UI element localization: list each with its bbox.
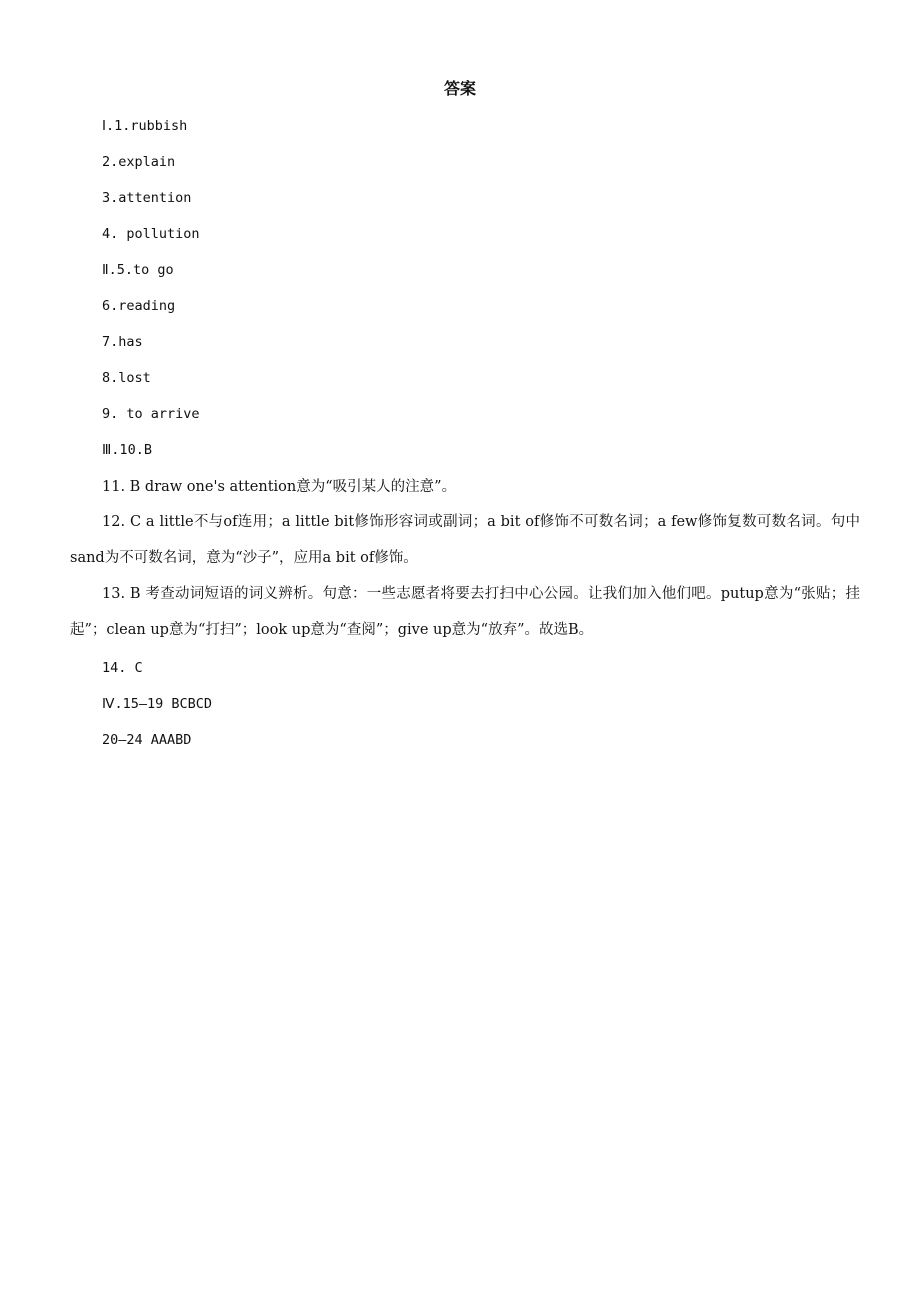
answer-line-3: 3.attention [102, 190, 192, 206]
answer-line-14: 14. C [102, 660, 143, 676]
answer-line-1: Ⅰ.1.rubbish [102, 118, 188, 134]
answer-paragraph-13: 13. B 考查动词短语的词义辨析。句意：一些志愿者将要去打扫中心公园。让我们加入他们吧。putup意为“张贴；挂起”；clean up意为“打扫”；look up意为“查阅”；give up意为“放弃”。故选B。 [70, 586, 860, 638]
answer-line-8: 8.lost [102, 370, 151, 386]
answer-line-6: 6.reading [102, 298, 176, 314]
answer-line-9: 9. to arrive [102, 406, 200, 422]
answer-line-15-19: Ⅳ.15—19 BCBCD [102, 696, 212, 712]
answer-paragraph-12: 12. C a little不与of连用；a little bit修饰形容词或副词；a bit of修饰不可数名词；a few修饰复数可数名词。句中sand为不可数名词，意为“沙子”，应用a bit of修饰。 [70, 514, 860, 566]
answer-line-2: 2.explain [102, 154, 176, 170]
page-title: 答案 [443, 79, 476, 98]
answer-line-5: Ⅱ.5.to go [102, 262, 174, 278]
answer-line-7: 7.has [102, 334, 143, 350]
answer-line-10: Ⅲ.10.B [102, 442, 152, 458]
answer-line-11: 11. B draw one's attention意为“吸引某人的注意”。 [102, 479, 457, 495]
answer-line-20-24: 20—24 AAABD [102, 732, 192, 748]
answer-line-4: 4. pollution [102, 226, 200, 242]
